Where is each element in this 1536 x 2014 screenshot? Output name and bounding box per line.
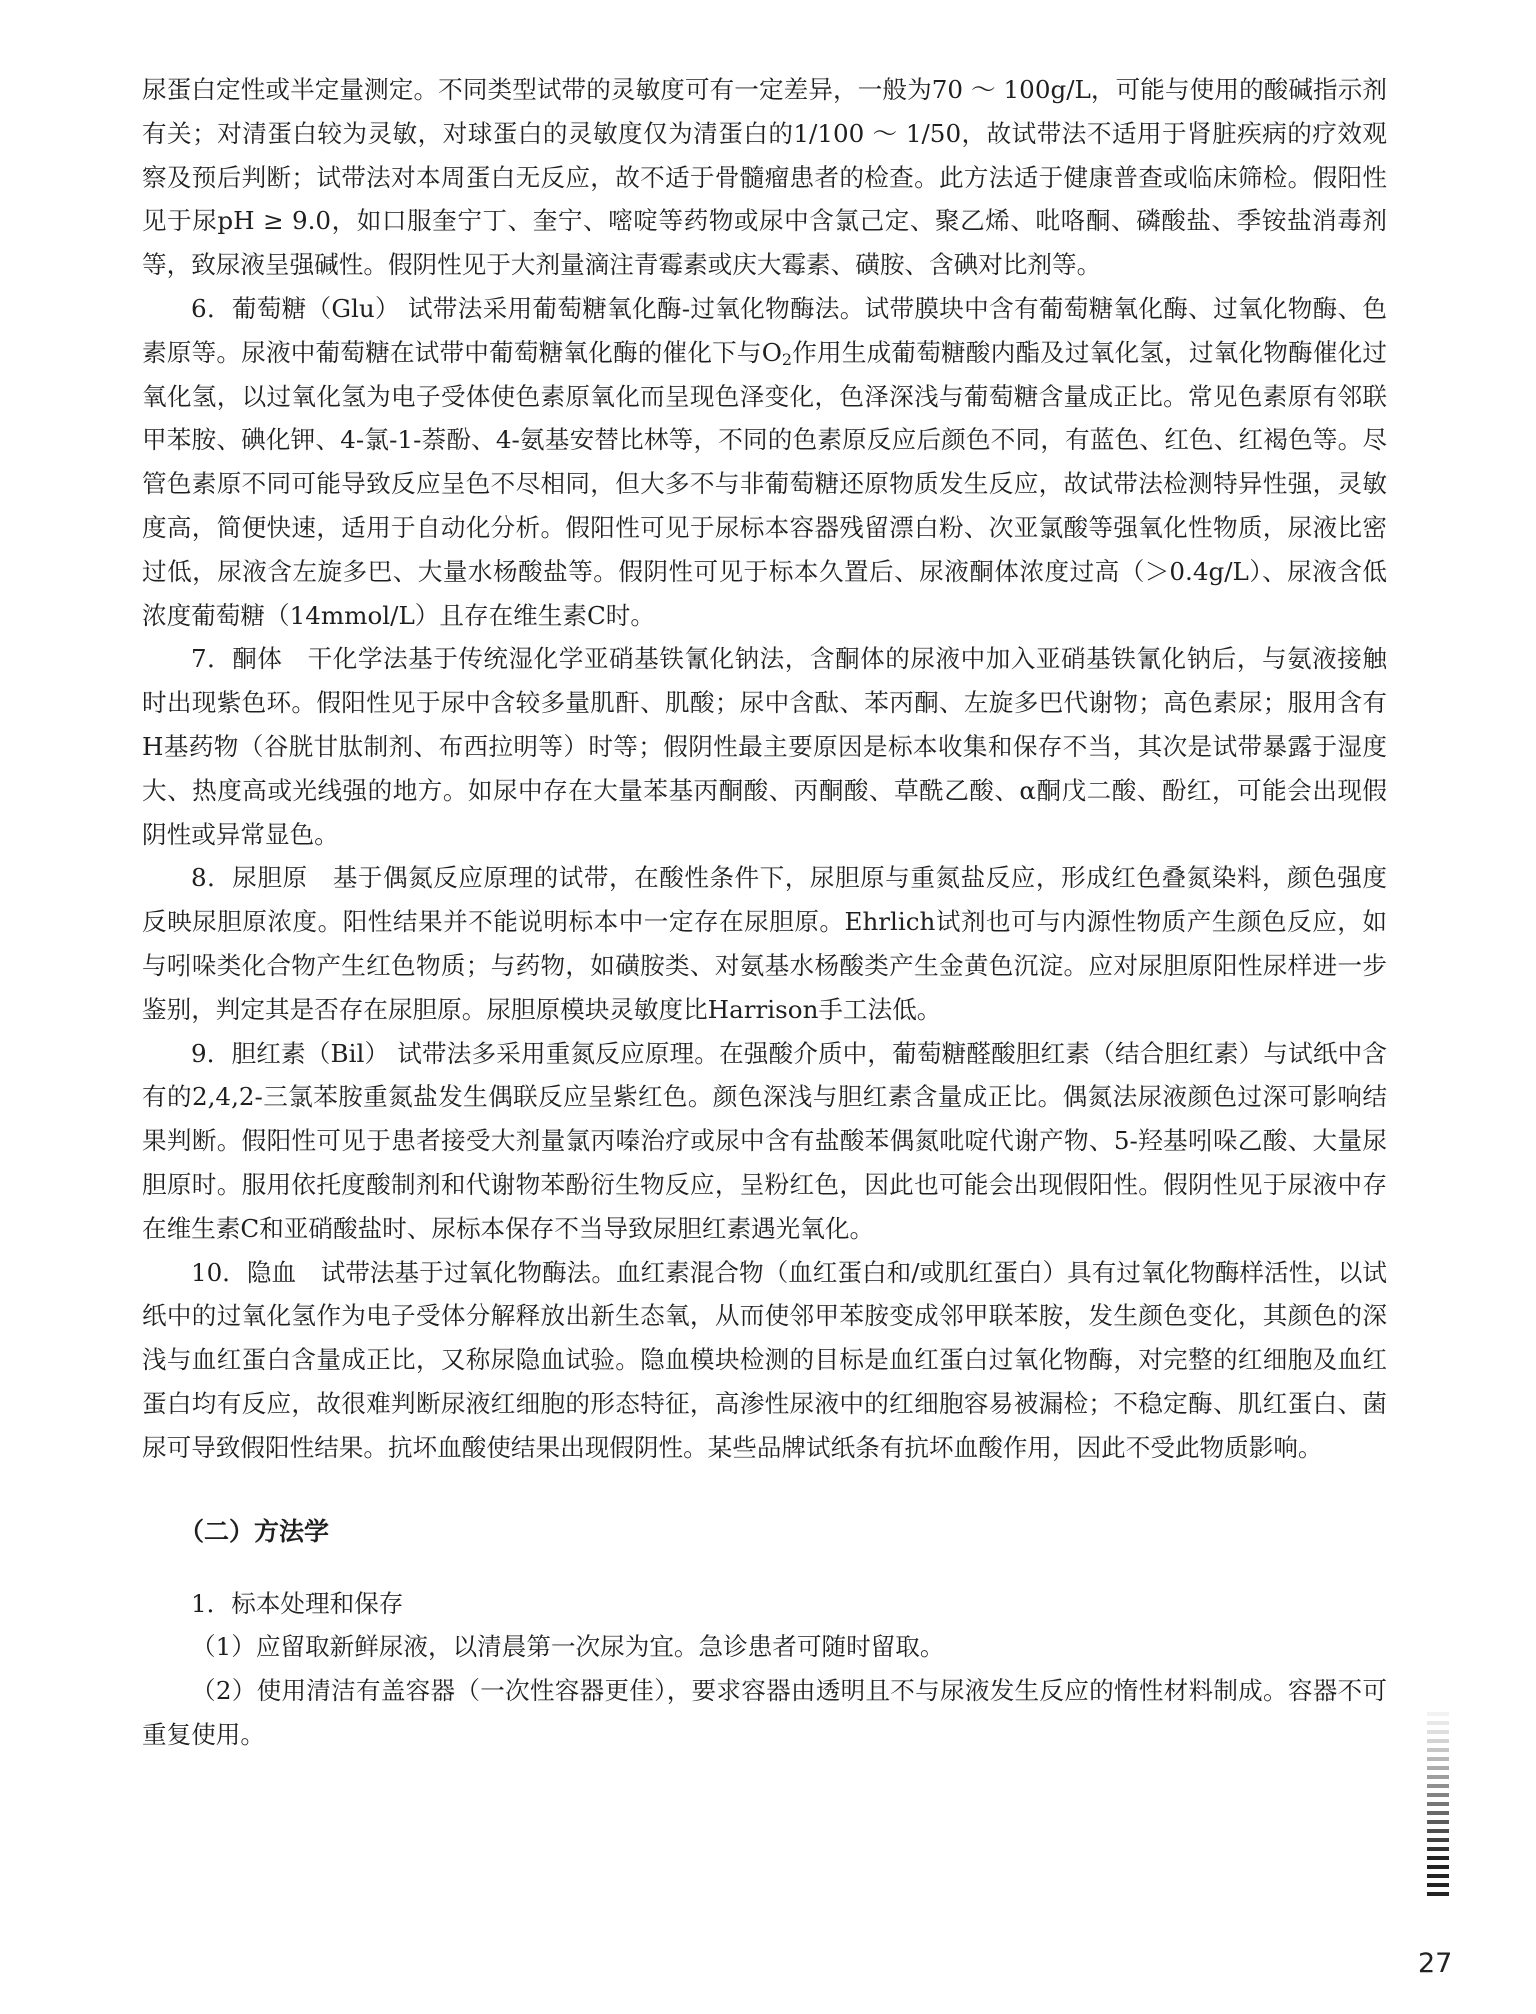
paragraph-glucose: [142, 287, 1387, 637]
page-edge-marks: [1427, 1712, 1449, 1901]
paragraph-item-1: （1）应留取新鲜尿液，以清晨第一次尿为宜。急诊患者可随时留取。: [191, 1632, 945, 1662]
page-body: [142, 68, 1387, 1757]
paragraph-urobilinogen: 8．尿胆原 基于偶氮反应原理的试带，在酸性条件下，尿胆原与重氮盐反应，形成红色叠氮染料，颜色强度反映尿胆原浓度。阳性结果并不能说明标本中一定存在尿胆原。Ehrlich试剂也可与内源性物质产生颜色反应，如与吲哚类化合物产生红色物质；与药物，如磺胺类、对氨基水杨酸类产生金黄色沉淀。应对尿胆原阳性尿样进一步鉴别，判定其是否存在尿胆原。尿胆原模块灵敏度比Harrison手工法低。: [142, 863, 1387, 1024]
paragraph-bilirubin: 9．胆红素（Bil） 试带法多采用重氮反应原理。在强酸介质中，葡萄糖醛酸胆红素（结合胆红素）与试纸中含有的2,4,2-三氯苯胺重氮盐发生偶联反应呈紫红色。颜色深浅与胆红素含量成正比。偶氮法尿液颜色过深可影响结果判断。假阳性可见于患者接受大剂量氯丙嗪治疗或尿中含有盐酸苯偶氮吡啶代谢产物、5-羟基吲哚乙酸、大量尿胆原时。服用依托度酸制剂和代谢物苯酚衍生物反应，呈粉红色，因此也可能会出现假阳性。假阴性见于尿液中存在维生素C和亚硝酸盐时、尿标本保存不当导致尿胆红素遇光氧化。: [142, 1038, 1387, 1243]
glucose-text-b: 作用生成葡萄糖酸内酯及过氧化氢，过氧化物酶催化过氧化氢，以过氧化氢为电子受体使色素原氧化而呈现色泽变化，色泽深浅与葡萄糖含量成正比。常见色素原有邻联甲苯胺、碘化钾、4-氯-1-萘酚、4-氨基安替比林等，不同的色素原反应后颜色不同，有蓝色、红色、红褐色等。尽管色素原不同可能导致反应呈色不尽相同，但大多不与非葡萄糖还原物质发生反应，故试带法检测特异性强，灵敏度高，简便快速，适用于自动化分析。假阳性可见于尿标本容器残留漂白粉、次亚氯酸等强氧化性物质，尿液比密过低，尿液含左旋多巴、大量水杨酸盐等。假阴性可见于标本久置后、尿液酮体浓度过高（＞0.4g/L）、尿液含低浓度葡萄糖（14mmol/L）且存在维生素C时。: [142, 337, 1387, 630]
page-number: 27: [1418, 1948, 1453, 1979]
section-heading-methodology: （二）方法学: [179, 1516, 330, 1546]
paragraph-specimen-handling: 1．标本处理和保存: [191, 1588, 404, 1618]
paragraph-ketone: 7．酮体 干化学法基于传统湿化学亚硝基铁氰化钠法，含酮体的尿液中加入亚硝基铁氰化钠后，与氨液接触时出现紫色环。假阳性见于尿中含较多量肌酐、肌酸；尿中含酞、苯丙酮、左旋多巴代谢物；高色素尿；服用含有H基药物（谷胱甘肽制剂、布西拉明等）时等；假阴性最主要原因是标本收集和保存不当，其次是试带暴露于湿度大、热度高或光线强的地方。如尿中存在大量苯基丙酮酸、丙酮酸、草酰乙酸、α酮戊二酸、酚红，可能会出现假阴性或异常显色。: [142, 644, 1387, 849]
paragraph-item-2: （2）使用清洁有盖容器（一次性容器更佳），要求容器由透明且不与尿液发生反应的惰性材料制成。容器不可重复使用。: [142, 1676, 1387, 1749]
paragraph-protein-cont: 尿蛋白定性或半定量测定。不同类型试带的灵敏度可有一定差异，一般为70 ～ 100g/L，可能与使用的酸碱指示剂有关；对清蛋白较为灵敏，对球蛋白的灵敏度仅为清蛋白的1/100 ～ 1/50，故试带法不适用于肾脏疾病的疗效观察及预后判断；试带法对本周蛋白无反应，故不适于骨髓瘤患者的检查。此方法适于健康普查或临床筛检。假阳性见于尿pH ≥ 9.0，如口服奎宁丁、奎宁、嘧啶等药物或尿中含氯己定、聚乙烯、吡咯酮、磷酸盐、季铵盐消毒剂等，致尿液呈强碱性。假阴性见于大剂量滴注青霉素或庆大霉素、磺胺、含碘对比剂等。: [142, 75, 1387, 280]
paragraph-occult-blood: 10．隐血 试带法基于过氧化物酶法。血红素混合物（血红蛋白和/或肌红蛋白）具有过氧化物酶样活性，以试纸中的过氧化氢作为电子受体分解释放出新生态氧，从而使邻甲苯胺变成邻甲联苯胺，发生颜色变化，其颜色的深浅与血红蛋白含量成正比，又称尿隐血试验。隐血模块检测的目标是血红蛋白过氧化物酶，对完整的红细胞及血红蛋白均有反应，故很难判断尿液红细胞的形态特征，高渗性尿液中的红细胞容易被漏检；不稳定酶、肌红蛋白、菌尿可导致假阳性结果。抗坏血酸使结果出现假阴性。某些品牌试纸条有抗坏血酸作用，因此不受此物质影响。: [142, 1257, 1387, 1462]
o2-subscript: 2: [781, 349, 793, 369]
glucose-text-a: 6．葡萄糖（Glu） 试带法采用葡萄糖氧化酶-过氧化物酶法。试带膜块中含有葡萄糖氧化酶、过氧化物酶、色素原等。尿液中葡萄糖在试带中葡萄糖氧化酶的催化下与O: [142, 293, 1387, 367]
